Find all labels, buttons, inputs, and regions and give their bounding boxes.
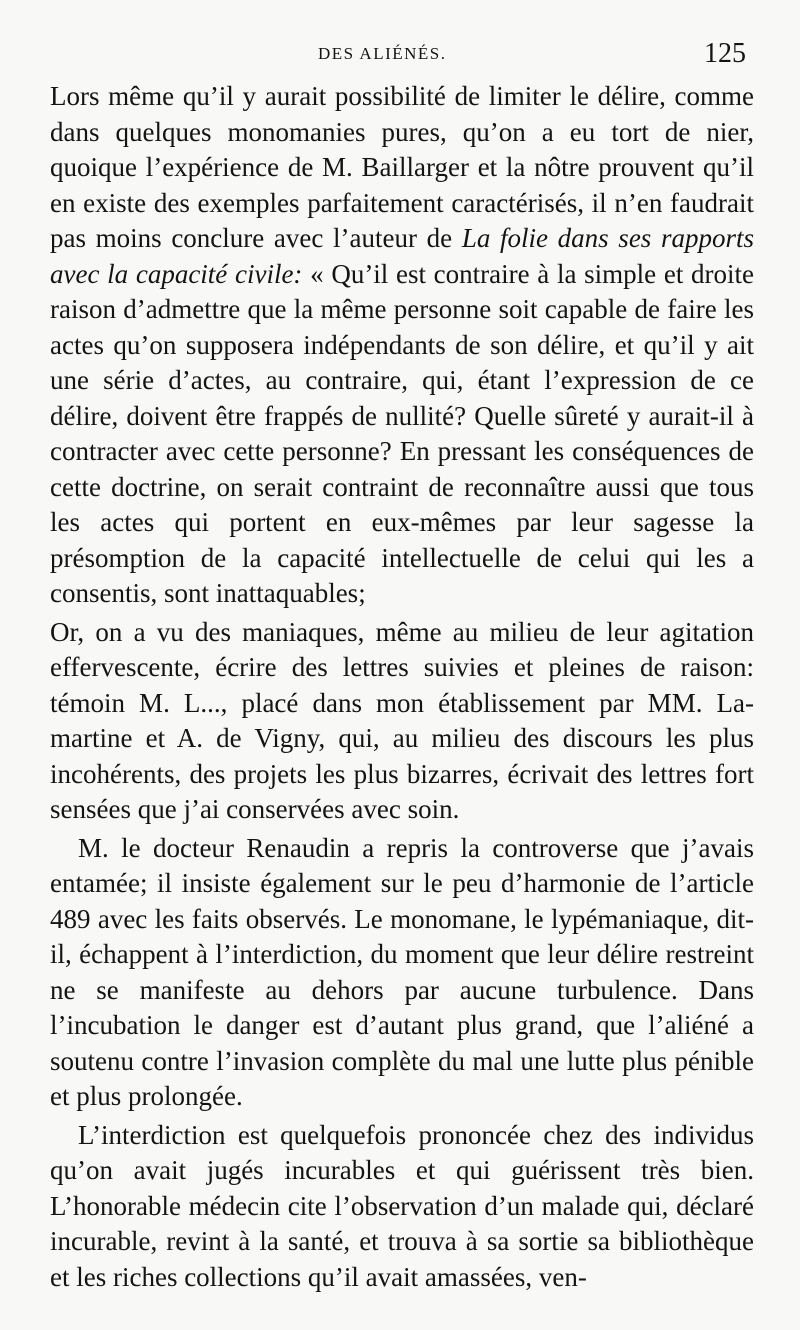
running-header bbox=[0, 36, 800, 72]
body-text bbox=[50, 79, 754, 1295]
book-title-italic: La folie dans ses rapports avec la capacité civile: bbox=[50, 223, 754, 289]
running-title: DES ALIÉNÉS. bbox=[318, 44, 447, 63]
paragraph-1-text-end: « Qu’il est contraire à la simple et droite raison d’admettre que la même personne soit capable de faire les actes qu’on supposera indépendants de son délire, et qu’il y ait une série d’actes, au contraire, qui, étant l’expression de ce délire, doivent être frappés de nullité? Quelle sûreté y aurait-il à contracter avec cette personne? En pressant les conséquences de cette doctrine, on serait contraint de reconnaître aussi que tous les actes qui portent en eux-mêmes par leur sagesse la présomption de la capacité intellectuelle de celui qui les a consentis, sont inattaquables; bbox=[50, 258, 754, 608]
paragraph-1 bbox=[50, 79, 754, 612]
paragraph-1-text-start: Lors même qu’il y aurait possibilité de limiter le délire, comme dans quelques monomanies pures, qu’on a eu tort de nier, quoique l’expérience de M. Baillarger et la nôtre prouvent qu’il en existe des exemples parfaitement caractérisés, il n’en faudrait pas moins conclure avec l’auteur de bbox=[50, 81, 754, 253]
page-number: 125 bbox=[704, 38, 746, 69]
paragraph-4: L’interdiction est quelquefois prononcée chez des individus qu’on avait jugés incurables et qui guérissent très bien. L’honorable médecin cite l’observation d’un malade qui, déclaré incurable, revint à la santé, et trouva à sa sortie sa bibliothèque et les riches collections qu’il avait amassées, ven- bbox=[50, 1119, 754, 1292]
paragraph-3: M. le docteur Renaudin a repris la controverse que j’avais entamée; il insiste également sur le peu d’harmonie de l’article 489 avec les faits observés. Le monomane, le lypémaniaque, dit-il, échappent à l’interdiction, du moment que leur délire restreint ne se manifeste au dehors par aucune turbulence. Dans l’incubation le danger est d’autant plus grand, que l’aliéné a soutenu contre l’invasion complète du mal une lutte plus pénible et plus prolongée. bbox=[50, 832, 754, 1111]
paragraph-2: Or, on a vu des maniaques, même au milieu de leur agitation effervescente, écrire des lettres suivies et pleines de raison: témoin M. L..., placé dans mon établissement par MM. Lamartine et A. de Vigny, qui, au milieu des discours les plus incohérents, des projets les plus bizarres, écrivait des lettres fort sensées que j’ai conservées avec soin. bbox=[50, 616, 754, 824]
